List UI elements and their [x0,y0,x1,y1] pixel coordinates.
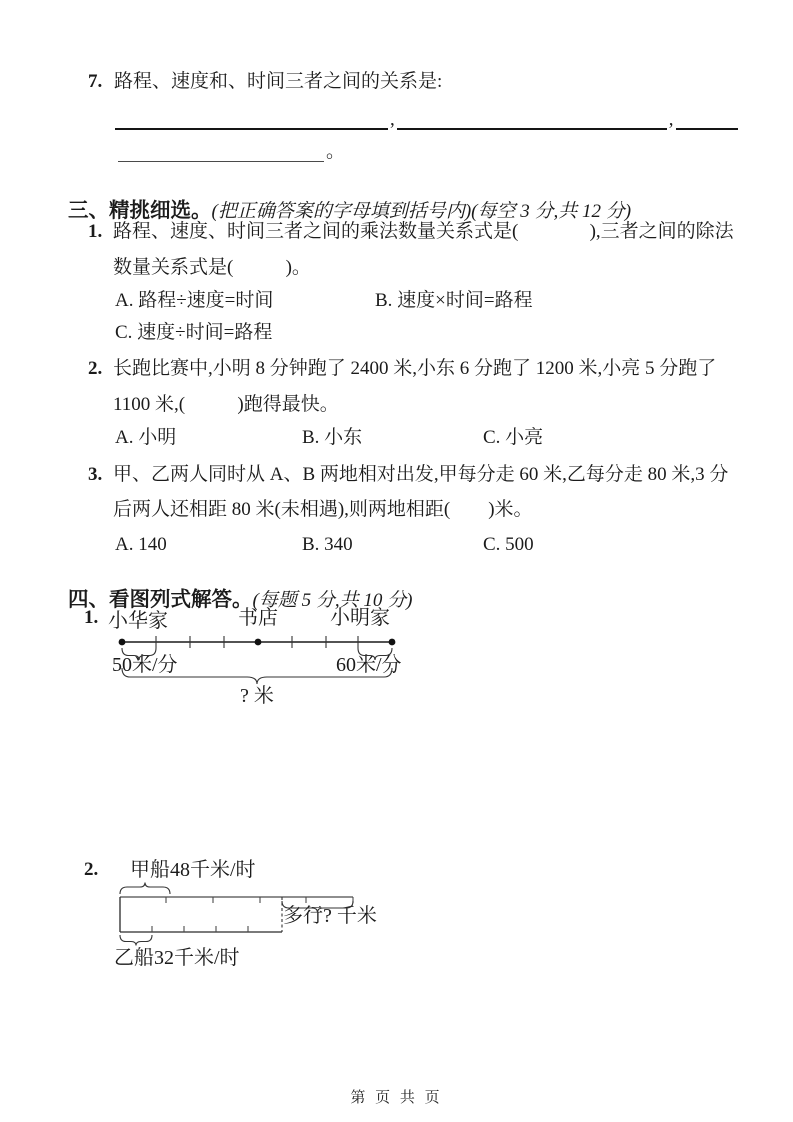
s3q2-option-c: C. 小亮 [483,427,544,448]
s3q2-number: 2. [88,358,103,379]
ships-tape-diagram [110,880,380,960]
s3q3-number: 3. [88,464,103,485]
s3q1-option-a: A. 路程÷速度=时间 [115,290,274,311]
s3q1-option-b: B. 速度×时间=路程 [375,290,533,311]
brace-ship-a-hour [120,883,170,895]
answer-blank-3 [676,105,738,130]
comma-1: , [390,109,395,130]
s3q2-option-a: A. 小明 [115,427,177,448]
ship-a-speed-label: 甲船48千米/时 [130,859,256,881]
s3q3-option-a: A. 140 [115,534,167,555]
answer-blank-1 [115,105,388,130]
page-footer: 第 页 共 页 [350,1090,443,1106]
s3q3-line1: 甲、乙两人同时从 A、B 两地相对出发,甲每分走 60 米,乙每分走 80 米,3 分 [113,464,729,485]
dot-xiaohua-home [119,639,126,646]
section4-title: 四、看图列式解答。 [68,589,253,611]
section4-note: (每题 5 分,共 10 分) [252,590,413,611]
q7-number: 7. [88,71,103,92]
q7-text: 路程、速度和、时间三者之间的关系是: [114,71,443,92]
xiaoming-home-label: 小明家 [330,607,390,629]
s3q3-line2: 后两人还相距 80 米(未相遇),则两地相距( )米。 [113,499,533,520]
brace-speed-left [122,648,156,660]
ship-a-ticks [166,897,353,903]
comma-2: , [668,109,674,130]
speed-left-label: 50米/分 [112,654,178,676]
answer-blank-4 [118,138,324,162]
s3q1-option-c: C. 速度÷时间=路程 [115,322,273,343]
extra-distance-label: 多行? 千米 [283,905,377,927]
q7-answer-blanks-row1 [115,107,745,130]
s3q2-line1: 长跑比赛中,小明 8 分钟跑了 2400 米,小东 6 分跑了 1200 米,小亮 5 分跑了 [113,358,717,379]
answer-blank-2 [397,105,667,130]
s3q1-number: 1. [88,221,103,242]
q7-answer-blanks-row2 [118,139,358,162]
s3q3-option-c: C. 500 [483,534,534,555]
total-distance-label: ? 米 [240,685,274,707]
route-line-diagram [95,600,415,708]
ship-b-speed-label: 乙船32千米/时 [114,947,240,969]
s3q2-option-b: B. 小东 [302,427,363,448]
period-mark: 。 [326,141,346,162]
s4q1-number: 1. [84,607,99,628]
speed-right-label: 60米/分 [336,654,402,676]
s3q1-line1: 路程、速度、时间三者之间的乘法数量关系式是( ),三者之间的除法 [113,221,734,242]
xiaohua-home-label: 小华家 [108,610,168,632]
bookstore-label: 书店 [238,607,278,629]
section3-note: (把正确答案的字母填到括号内)(每空 3 分,共 12 分) [211,201,632,222]
brace-total-distance [122,668,392,684]
s4q2-number: 2. [84,859,99,880]
section3-title: 三、精挑细选。 [68,200,212,222]
brace-ship-b-hour [120,935,152,946]
s3q3-option-b: B. 340 [302,534,353,555]
ship-b-ticks [152,926,248,932]
brace-speed-right [358,648,392,660]
dot-xiaoming-home [389,639,396,646]
s3q2-line2: 1100 米,( )跑得最快。 [113,394,339,415]
dot-bookstore [255,639,262,646]
s3q1-line2: 数量关系式是( )。 [113,257,311,278]
brace-extra-distance [282,901,353,913]
